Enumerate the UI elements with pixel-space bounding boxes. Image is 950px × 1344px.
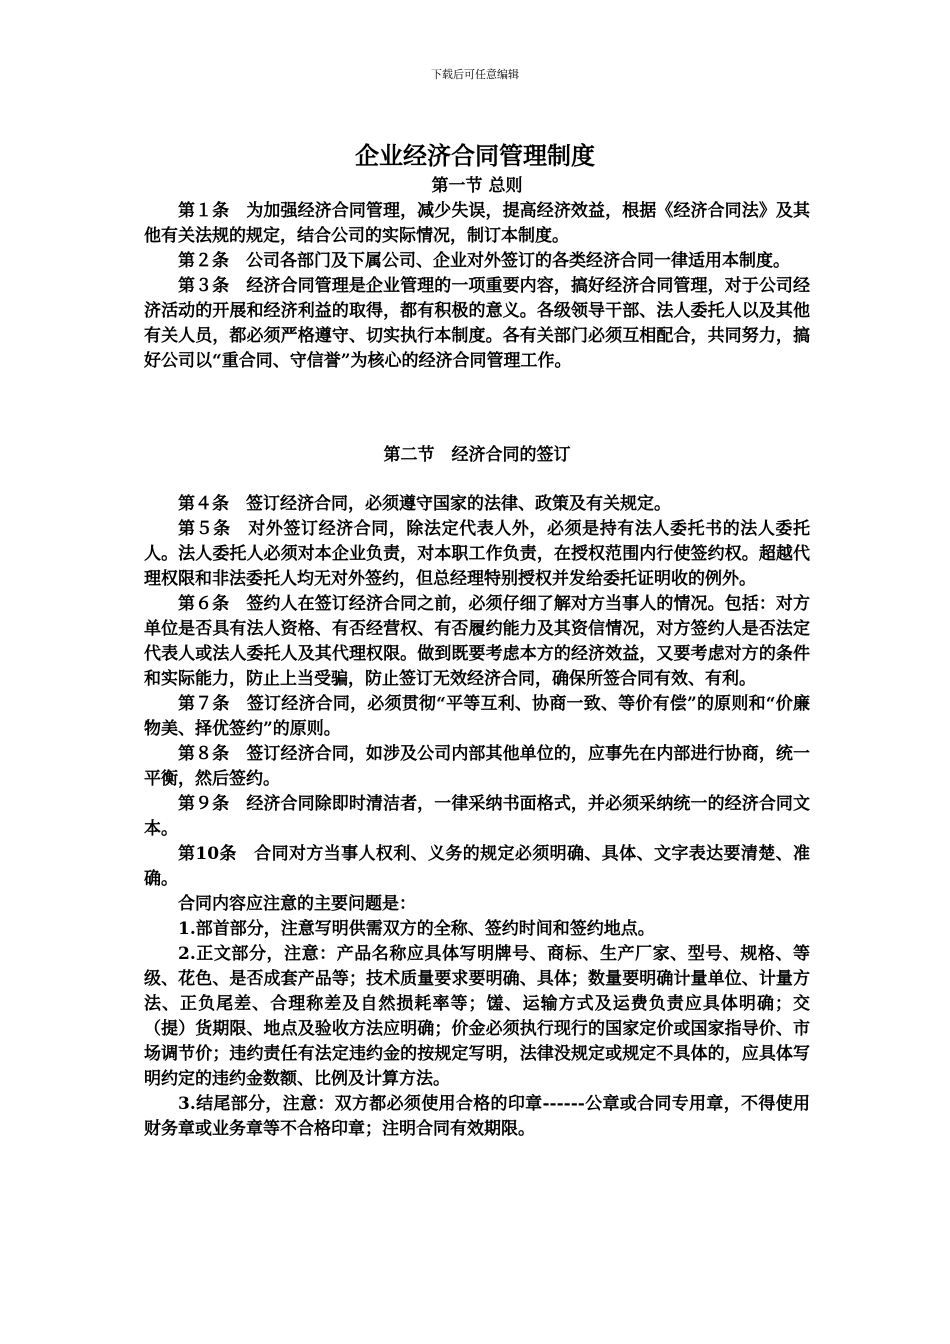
article-7: 第７条 签订经济合同，必须贯彻“平等互利、协商一致、等价有偿”的原则和“价廉物美、择优签约”的原则。 <box>144 694 810 739</box>
article-5: 第５条 对外签订经济合同，除法定代表人外，必须是持有法人委托书的法人委托人。法人委托人必须对本企业负责，对本职工作负责，在授权范围内行使签约权。超越代理权限和非法委托人均无对外签约，但总经理特别授权并发给委托证明收的例外。 <box>144 519 810 589</box>
section-signing <box>144 443 810 1142</box>
article-1: 第１条 为加强经济合同管理，减少失误，提高经济效益，根据《经济合同法》及其他有关法规的规定，结合公司的实际情况，制订本制度。 <box>144 201 810 246</box>
document-title: 企业经济合同管理制度 <box>355 141 595 170</box>
article-9: 第９条 经济合同除即时清洁者，一律采纳书面格式，并必须采纳统一的经济合同文本。 <box>144 794 810 839</box>
note-item-3: 3.结尾部分，注意：双方都必须使用合格的印章------公章或合同专用章，不得使用财务章或业务章等不合格印章；注明合同有效期限。 <box>144 1094 810 1139</box>
page-header: 下载后可任意编辑 <box>431 68 519 81</box>
section-heading: 第一节 总则 <box>431 176 523 196</box>
note-item-1: 1.部首部分，注意写明供需双方的全称、签约时间和签约地点。 <box>178 919 655 939</box>
section-general <box>144 174 810 374</box>
article-2: 第２条 公司各部门及下属公司、企业对外签订的各类经济合同一律适用本制度。 <box>178 251 790 271</box>
article-8: 第８条 签订经济合同，如涉及公司内部其他单位的，应事先在内部进行协商，统一平衡，然后签约。 <box>144 744 810 789</box>
article-4: 第４条 签订经济合同，必须遵守国家的法律、政策及有关规定。 <box>178 494 671 514</box>
article-6: 第６条 签约人在签订经济合同之前，必须仔细了解对方当事人的情况。包括：对方单位是否具有法人资格、有否经营权、有否履约能力及其资信情况，对方签约人是否法定代表人或法人委托人及其代理权限。做到既要考虑本方的经济效益，又要考虑对方的条件和实际能力，防止上当受骗，防止签订无效经济合同，确保所签合同有效、有利。 <box>144 594 810 689</box>
section-heading: 第二节 经济合同的签订 <box>383 445 571 465</box>
notes-intro: 合同内容应注意的主要问题是： <box>178 894 416 914</box>
note-item-2: 2.正文部分，注意：产品名称应具体写明牌号、商标、生产厂家、型号、规格、等级、花色、是否成套产品等；技术质量要求要明确、具体；数量要明确计量单位、计量方法、正负尾差、合理称差及自然损耗率等；馐、运输方式及运费负责应具体明确；交（提）货期限、地点及验收方法应明确；价金必须执行现行的国家定价或国家指导价、市场调节价；违约责任有法定违约金的按规定写明，法律没规定或规定不具体的，应具体写明约定的违约金数额、比例及计算方法。 <box>144 944 810 1089</box>
article-3: 第３条 经济合同管理是企业管理的一项重要内容，搞好经济合同管理，对于公司经济活动的开展和经济利益的取得，都有积极的意义。各级领导干部、法人委托人以及其他有关人员，都必须严格遵守、切实执行本制度。各有关部门必须互相配合，共同努力，搞好公司以“重合同、守信誉”为核心的经济合同管理工作。 <box>144 276 810 371</box>
article-10: 第10条 合同对方当事人权利、义务的规定必须明确、具体、文字表达要清楚、准确。 <box>144 844 810 889</box>
